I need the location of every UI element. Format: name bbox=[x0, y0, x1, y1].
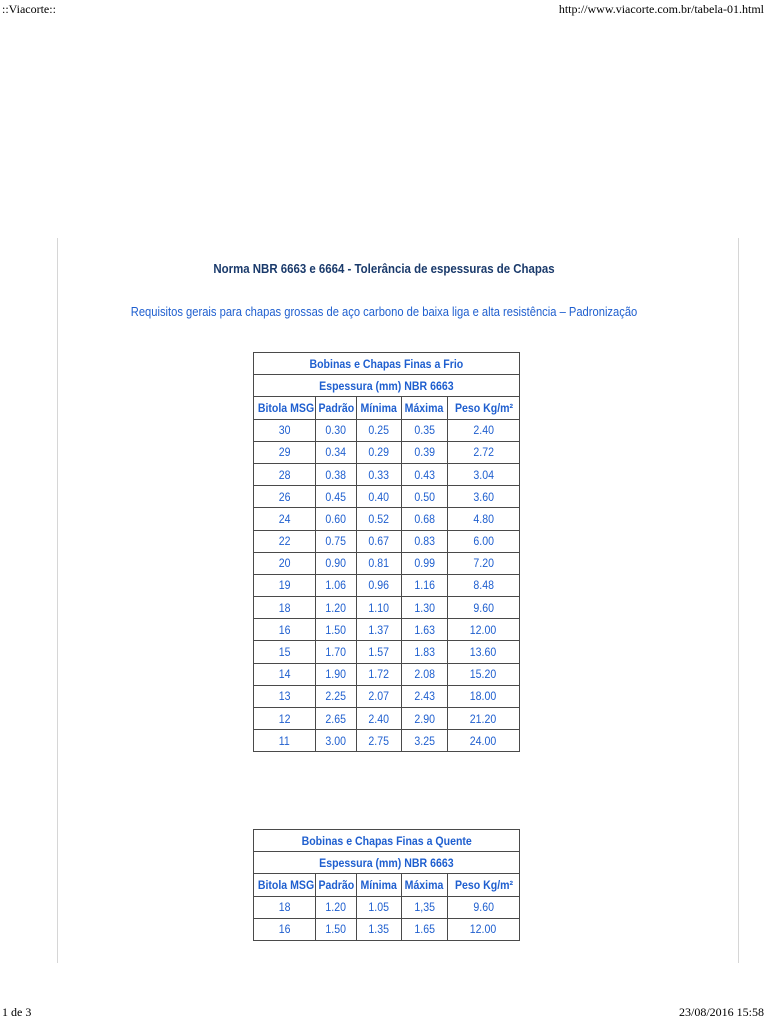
table-group-header bbox=[254, 375, 520, 397]
table-cell bbox=[357, 641, 402, 663]
table-cell bbox=[254, 419, 316, 441]
table-caption-text: Bobinas e Chapas Finas a Frio bbox=[309, 356, 464, 371]
table-cell bbox=[316, 463, 357, 485]
table-cell bbox=[357, 663, 402, 685]
table-cell bbox=[448, 552, 520, 574]
print-footer-datetime: 23/08/2016 15:58 bbox=[678, 1005, 764, 1019]
table-cell-value: 3.25 bbox=[414, 733, 435, 748]
table-cell-value: 13.60 bbox=[470, 645, 497, 660]
table-cell bbox=[316, 597, 357, 619]
table-cell-value: 15 bbox=[278, 645, 291, 660]
table-cell-value: 9.60 bbox=[473, 900, 494, 915]
table-cell bbox=[402, 441, 448, 463]
table-cell bbox=[448, 896, 520, 918]
table-cell bbox=[254, 508, 316, 530]
table-cell-value: 0.34 bbox=[325, 445, 347, 460]
table-cell-value: 0.38 bbox=[325, 467, 347, 482]
page-subtitle: Requisitos gerais para chapas grossas de aço carbono de baixa liga e alta resistência – Padronização bbox=[130, 304, 638, 319]
table-row bbox=[254, 663, 520, 685]
table-cell bbox=[316, 552, 357, 574]
table-cell bbox=[448, 730, 520, 752]
table-cell-value: 2.08 bbox=[414, 667, 435, 682]
table-cell bbox=[316, 508, 357, 530]
table-cell-value: 2.90 bbox=[414, 711, 435, 726]
table-cell-value: 1.57 bbox=[368, 645, 390, 660]
table-cell bbox=[448, 463, 520, 485]
table-cell bbox=[316, 441, 357, 463]
table-cell bbox=[402, 730, 448, 752]
table-cell bbox=[357, 619, 402, 641]
table-cell-value: 0.45 bbox=[325, 489, 347, 504]
table-cell bbox=[357, 486, 402, 508]
table-cell bbox=[316, 896, 357, 918]
table-cell bbox=[254, 597, 316, 619]
table-cell bbox=[254, 708, 316, 730]
table-cell-value: 1.50 bbox=[325, 622, 347, 637]
table-cell-value: 0.52 bbox=[368, 511, 390, 526]
table-cell bbox=[357, 508, 402, 530]
table-cell-value: 7.20 bbox=[473, 556, 494, 571]
table-cell bbox=[402, 486, 448, 508]
table-cell bbox=[448, 708, 520, 730]
table-cell-value: 1.37 bbox=[368, 622, 390, 637]
table-cell-value: 3.60 bbox=[473, 489, 494, 504]
column-headers bbox=[254, 397, 520, 419]
table-cell bbox=[254, 663, 316, 685]
table-cell-value: 18 bbox=[278, 600, 291, 615]
table-cell bbox=[402, 918, 448, 940]
table-row bbox=[254, 918, 520, 940]
table-cell-value: 4.80 bbox=[473, 511, 494, 526]
table-cell bbox=[448, 419, 520, 441]
table-cell-value: 8.48 bbox=[473, 578, 494, 593]
table-cell bbox=[357, 574, 402, 596]
table-cell bbox=[402, 896, 448, 918]
table-cell-value: 1,35 bbox=[414, 900, 435, 915]
table-cell-value: 1.35 bbox=[368, 922, 390, 937]
table-cell bbox=[402, 508, 448, 530]
table-caption bbox=[254, 353, 520, 375]
table-cell bbox=[357, 552, 402, 574]
table-cell-value: 1.70 bbox=[325, 645, 347, 660]
table-caption-text: Bobinas e Chapas Finas a Quente bbox=[301, 833, 472, 848]
table-cell-value: 2.65 bbox=[325, 711, 347, 726]
table-cell-value: 1.83 bbox=[414, 645, 435, 660]
table-cell bbox=[402, 619, 448, 641]
table-cell bbox=[448, 685, 520, 707]
table-cell-value: 1.05 bbox=[368, 900, 390, 915]
table-cell-value: 0.81 bbox=[368, 556, 390, 571]
table-cell bbox=[316, 574, 357, 596]
table-cell bbox=[316, 419, 357, 441]
tolerance-table-hot bbox=[253, 829, 520, 941]
table-row bbox=[254, 530, 520, 552]
table-cell-value: 30 bbox=[278, 423, 291, 438]
table-cell bbox=[402, 552, 448, 574]
column-header: Peso Kg/m² bbox=[454, 877, 513, 892]
table-row bbox=[254, 597, 520, 619]
table-cell-value: 2.40 bbox=[473, 423, 494, 438]
table-cell bbox=[357, 918, 402, 940]
column-header: Bitola MSG bbox=[257, 877, 315, 892]
table-cell bbox=[254, 641, 316, 663]
table-cell-value: 0.99 bbox=[414, 556, 435, 571]
table-cell-value: 24.00 bbox=[470, 733, 497, 748]
table-cell bbox=[254, 486, 316, 508]
page-title: Norma NBR 6663 e 6664 - Tolerância de espessuras de Chapas bbox=[213, 261, 555, 276]
table-cell bbox=[316, 530, 357, 552]
column-header: Máxima bbox=[405, 877, 444, 892]
table-cell-value: 1.20 bbox=[325, 600, 347, 615]
table-cell-value: 12.00 bbox=[470, 922, 497, 937]
column-header: Bitola MSG bbox=[257, 400, 315, 415]
table-cell-value: 0.67 bbox=[368, 534, 390, 549]
table-cell bbox=[448, 441, 520, 463]
table-row bbox=[254, 486, 520, 508]
table-cell-value: 0.25 bbox=[368, 423, 390, 438]
table-cell-value: 0.68 bbox=[414, 511, 435, 526]
table-cell bbox=[402, 530, 448, 552]
table-cell-value: 0.39 bbox=[414, 445, 435, 460]
column-headers bbox=[254, 874, 520, 896]
table-cell-value: 1.06 bbox=[325, 578, 347, 593]
table-cell bbox=[254, 530, 316, 552]
table-cell bbox=[402, 663, 448, 685]
table-cell bbox=[316, 685, 357, 707]
table-cell bbox=[316, 663, 357, 685]
table-cell-value: 15.20 bbox=[470, 667, 497, 682]
table-caption bbox=[254, 830, 520, 852]
table-cell bbox=[357, 597, 402, 619]
table-cell bbox=[448, 641, 520, 663]
column-header: Mínima bbox=[360, 400, 398, 415]
table-cell bbox=[448, 619, 520, 641]
table-row bbox=[254, 463, 520, 485]
table-cell-value: 0.43 bbox=[414, 467, 435, 482]
table-cell-value: 1.65 bbox=[414, 922, 435, 937]
table-cell-value: 0.29 bbox=[368, 445, 390, 460]
table-cell-value: 2.07 bbox=[368, 689, 390, 704]
table-row bbox=[254, 641, 520, 663]
table-cell-value: 18 bbox=[278, 900, 291, 915]
column-header: Mínima bbox=[360, 877, 398, 892]
table-cell bbox=[316, 486, 357, 508]
table-cell bbox=[448, 574, 520, 596]
table-cell bbox=[448, 508, 520, 530]
table-cell-value: 1.63 bbox=[414, 622, 435, 637]
table-cell-value: 1.72 bbox=[368, 667, 390, 682]
table-cell bbox=[316, 730, 357, 752]
table-cell-value: 0.90 bbox=[325, 556, 347, 571]
table-cell bbox=[402, 708, 448, 730]
table-cell-value: 14 bbox=[278, 667, 291, 682]
table-row bbox=[254, 730, 520, 752]
column-header: Peso Kg/m² bbox=[454, 400, 513, 415]
table-group-header-text: Espessura (mm) NBR 6663 bbox=[319, 378, 454, 393]
table-row bbox=[254, 619, 520, 641]
table-cell-value: 1.20 bbox=[325, 900, 347, 915]
table-cell-value: 0.30 bbox=[325, 423, 347, 438]
print-header-url[interactable]: http://www.viacorte.com.br/tabela-01.html bbox=[558, 2, 764, 16]
table-cell-value: 1.90 bbox=[325, 667, 347, 682]
table-cell-value: 0.33 bbox=[368, 467, 390, 482]
table-cell bbox=[254, 441, 316, 463]
table-cell bbox=[448, 486, 520, 508]
table-cell-value: 2.75 bbox=[368, 733, 390, 748]
table-cell-value: 3.04 bbox=[473, 467, 494, 482]
table-cell-value: 2.25 bbox=[325, 689, 347, 704]
table-cell bbox=[357, 685, 402, 707]
table-cell-value: 9.60 bbox=[473, 600, 494, 615]
table-row bbox=[254, 508, 520, 530]
table-cell bbox=[254, 896, 316, 918]
column-header: Padrão bbox=[318, 877, 355, 892]
table-cell bbox=[254, 574, 316, 596]
table-cell-value: 0.96 bbox=[368, 578, 390, 593]
table-cell bbox=[402, 641, 448, 663]
table-cell bbox=[448, 918, 520, 940]
table-cell-value: 29 bbox=[278, 445, 291, 460]
table-cell-value: 21.20 bbox=[470, 711, 497, 726]
table-cell bbox=[402, 419, 448, 441]
table-cell-value: 6.00 bbox=[473, 534, 494, 549]
table-cell bbox=[402, 597, 448, 619]
table-cell-value: 16 bbox=[278, 922, 291, 937]
table-cell bbox=[254, 730, 316, 752]
table-cell bbox=[448, 597, 520, 619]
table-cell-value: 2.43 bbox=[414, 689, 435, 704]
table-row bbox=[254, 685, 520, 707]
table-cell-value: 0.35 bbox=[414, 423, 435, 438]
table-cell bbox=[254, 685, 316, 707]
table-cell bbox=[254, 619, 316, 641]
tolerance-table-cold bbox=[253, 352, 520, 752]
table-cell bbox=[357, 708, 402, 730]
print-footer-page: 1 de 3 bbox=[2, 1005, 32, 1019]
table-cell bbox=[402, 574, 448, 596]
table-cell-value: 18.00 bbox=[470, 689, 497, 704]
table-group-header-text: Espessura (mm) NBR 6663 bbox=[319, 855, 454, 870]
table-row bbox=[254, 552, 520, 574]
table-cell-value: 26 bbox=[278, 489, 291, 504]
table-cell-value: 2.72 bbox=[473, 445, 494, 460]
table-cell-value: 22 bbox=[278, 534, 291, 549]
table-row bbox=[254, 574, 520, 596]
table-cell bbox=[357, 730, 402, 752]
table-cell-value: 24 bbox=[278, 511, 291, 526]
table-cell bbox=[357, 463, 402, 485]
table-cell-value: 0.40 bbox=[368, 489, 390, 504]
table-cell bbox=[316, 641, 357, 663]
table-cell bbox=[402, 685, 448, 707]
table-group-header bbox=[254, 852, 520, 874]
table-cell-value: 2.40 bbox=[368, 711, 390, 726]
table-cell-value: 20 bbox=[278, 556, 291, 571]
table-cell bbox=[402, 463, 448, 485]
table-cell bbox=[254, 463, 316, 485]
table-cell-value: 16 bbox=[278, 622, 291, 637]
table-row bbox=[254, 708, 520, 730]
table-row bbox=[254, 896, 520, 918]
table-cell-value: 0.60 bbox=[325, 511, 347, 526]
table-cell bbox=[448, 530, 520, 552]
table-cell-value: 0.75 bbox=[325, 534, 347, 549]
table-cell bbox=[254, 552, 316, 574]
table-cell bbox=[357, 530, 402, 552]
table-cell bbox=[357, 441, 402, 463]
table-cell-value: 0.50 bbox=[414, 489, 435, 504]
table-cell-value: 12 bbox=[278, 711, 291, 726]
column-header: Padrão bbox=[318, 400, 355, 415]
table-cell bbox=[357, 896, 402, 918]
table-cell-value: 0.83 bbox=[414, 534, 435, 549]
column-header: Máxima bbox=[405, 400, 444, 415]
table-cell bbox=[316, 619, 357, 641]
table-cell-value: 1.10 bbox=[368, 600, 390, 615]
table-cell bbox=[448, 663, 520, 685]
table-cell-value: 11 bbox=[279, 733, 290, 748]
table-cell-value: 13 bbox=[278, 689, 291, 704]
table-cell bbox=[254, 918, 316, 940]
table-cell-value: 12.00 bbox=[470, 622, 497, 637]
table-cell-value: 1.16 bbox=[414, 578, 435, 593]
table-row bbox=[254, 441, 520, 463]
table-cell-value: 19 bbox=[278, 578, 291, 593]
table-cell-value: 28 bbox=[278, 467, 291, 482]
table-cell bbox=[316, 918, 357, 940]
table-cell-value: 1.30 bbox=[414, 600, 435, 615]
table-cell bbox=[316, 708, 357, 730]
table-row bbox=[254, 419, 520, 441]
table-cell-value: 1.50 bbox=[325, 922, 347, 937]
table-cell bbox=[357, 419, 402, 441]
table-cell-value: 3.00 bbox=[325, 733, 347, 748]
print-header-title: ::Viacorte:: bbox=[2, 2, 56, 16]
